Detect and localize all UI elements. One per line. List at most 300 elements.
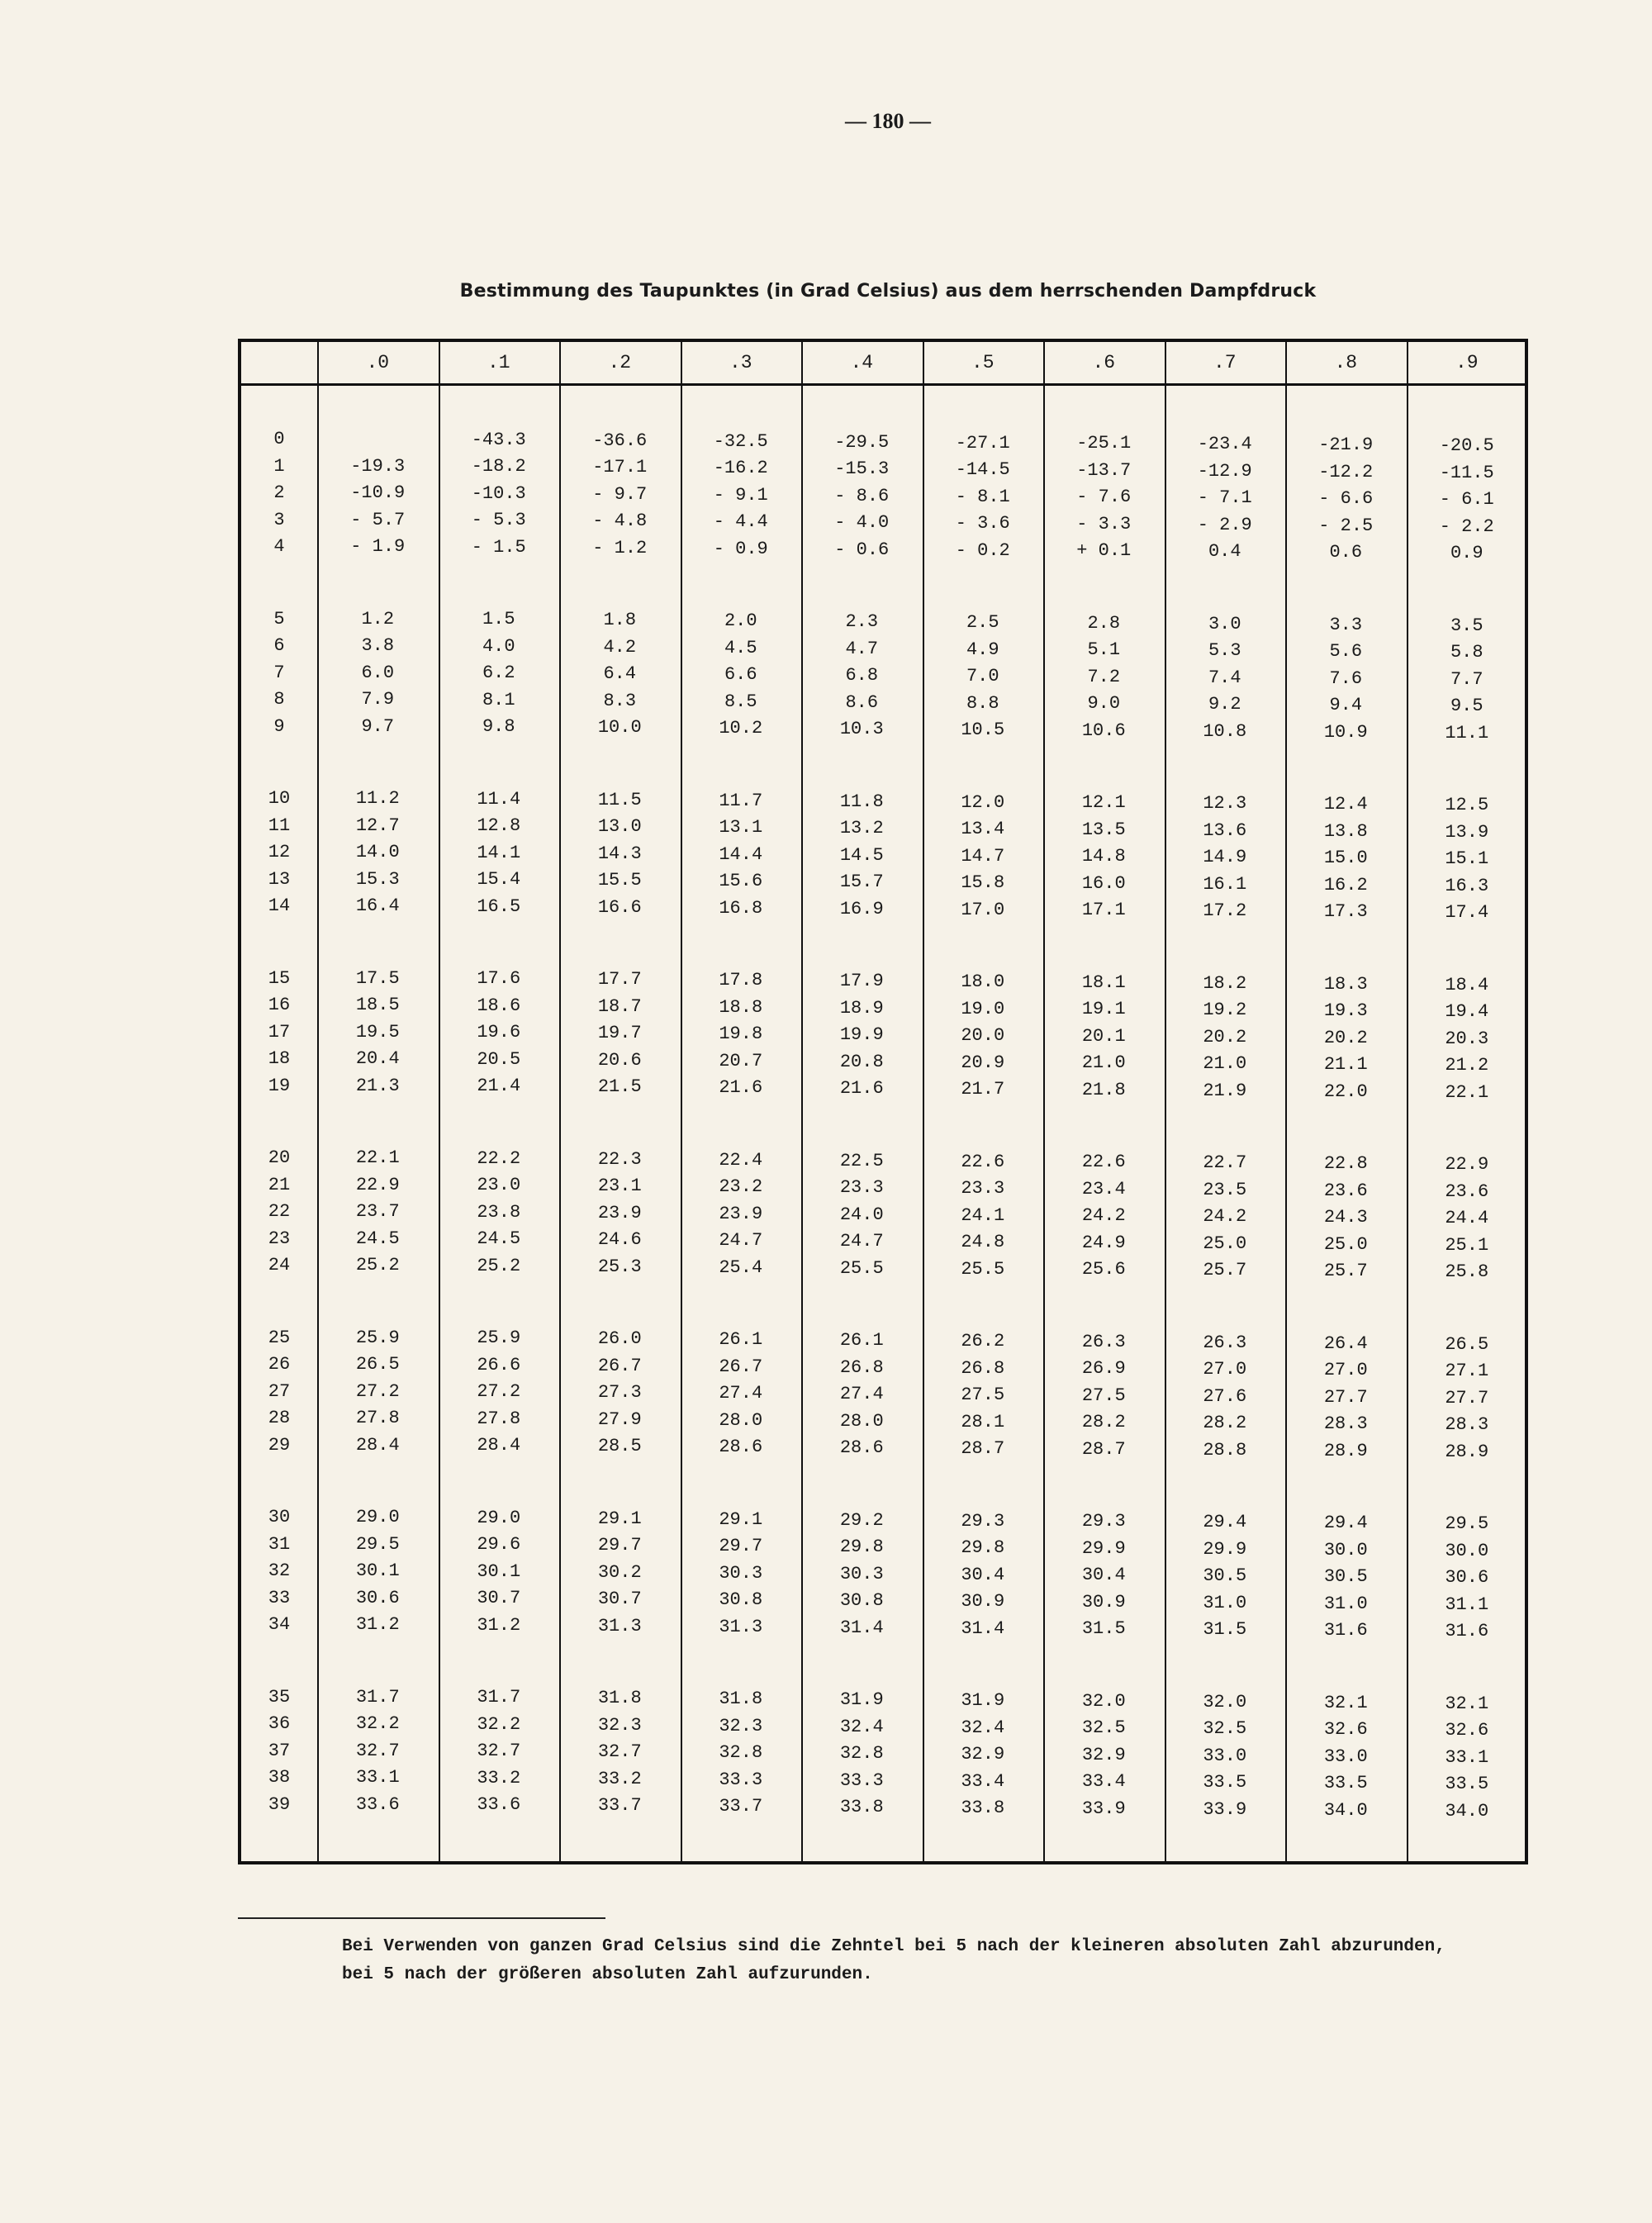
row-label: 22	[268, 1201, 291, 1222]
table-cell: 13.6	[1203, 819, 1247, 841]
table-cell: 7.9	[361, 689, 395, 710]
table-cell: 22.6	[1081, 1152, 1126, 1173]
row-label: 35	[268, 1686, 291, 1708]
row-label: 28	[268, 1408, 291, 1428]
row-label: 39	[268, 1793, 291, 1815]
table-cell: 4.0	[482, 635, 515, 657]
table-cell: -16.2	[713, 458, 768, 479]
table-cell: 7.0	[966, 666, 999, 686]
row-label: 31	[268, 1533, 291, 1555]
table-cell: 3.0	[1208, 613, 1241, 634]
table-cell: 24.9	[1081, 1232, 1126, 1253]
table-cell: 31.6	[1445, 1621, 1489, 1642]
table-cell: 32.6	[1323, 1719, 1368, 1741]
row-label: 3	[273, 509, 285, 530]
table-cell: -36.6	[592, 430, 648, 451]
table-cell: 29.0	[355, 1507, 400, 1527]
table-cell: 29.3	[1081, 1511, 1126, 1532]
table-cell: 14.0	[355, 842, 400, 862]
table-cell: 23.9	[597, 1202, 642, 1223]
table-cell: 5.8	[1450, 642, 1483, 663]
table-cell: -10.3	[471, 482, 526, 504]
table-cell: 24.1	[961, 1204, 1005, 1226]
table-cell: 12.3	[1203, 793, 1247, 815]
table-cell: 21.7	[961, 1079, 1005, 1100]
table-cell: 33.4	[961, 1770, 1005, 1792]
table-cell: 31.8	[719, 1689, 763, 1710]
table-cell: -21.9	[1318, 435, 1374, 456]
row-label: 16	[268, 995, 291, 1015]
table-cell: 27.9	[597, 1408, 642, 1430]
table-cell: 24.8	[961, 1232, 1005, 1252]
table-cell: 28.3	[1323, 1413, 1368, 1435]
row-label: 9	[273, 715, 285, 737]
row-label: 26	[268, 1354, 291, 1375]
table-cell: - 4.4	[713, 511, 768, 533]
table-cell: 29.6	[477, 1534, 521, 1556]
table-cell: 27.0	[1323, 1360, 1368, 1381]
table-cell: - 8.1	[955, 486, 1010, 507]
table-cell: -12.2	[1318, 461, 1374, 482]
table-cell: 27.0	[1203, 1359, 1247, 1380]
table-cell: 28.6	[719, 1437, 763, 1458]
table-cell: 21.4	[477, 1076, 521, 1097]
table-cell: 26.4	[1323, 1332, 1368, 1354]
table-cell: 28.7	[961, 1438, 1005, 1459]
table-cell: 21.0	[1203, 1053, 1247, 1075]
table-cell: 31.5	[1203, 1619, 1247, 1641]
table-cell: 6.4	[603, 663, 637, 685]
table-cell: 22.2	[477, 1147, 521, 1169]
table-cell: 3.5	[1450, 615, 1483, 636]
table-cell: 2.5	[966, 612, 999, 633]
table-cell: 32.7	[355, 1740, 400, 1761]
table-cell: - 1.2	[592, 537, 648, 558]
table-cell: 12.8	[477, 815, 521, 837]
table-cell: 1.8	[603, 610, 637, 631]
table-cell: 33.6	[355, 1793, 400, 1815]
table-cell: 31.7	[477, 1687, 521, 1708]
table-cell: 18.7	[597, 995, 642, 1017]
table-cell: 32.1	[1445, 1693, 1489, 1714]
table-cell: 10.5	[961, 720, 1005, 740]
table-cell: 13.2	[839, 818, 884, 839]
column-header: .1	[487, 352, 510, 373]
row-label: 30	[268, 1507, 291, 1527]
table-cell: 4.2	[603, 636, 637, 658]
table-cell: 28.4	[355, 1434, 400, 1456]
table-cell: 20.9	[961, 1052, 1005, 1073]
table-cell: 29.7	[719, 1536, 763, 1557]
table-cell: 34.0	[1323, 1799, 1368, 1821]
table-cell: 19.7	[597, 1023, 642, 1044]
table-cell: 26.6	[477, 1354, 521, 1375]
table-cell: 33.9	[1081, 1798, 1126, 1819]
table-cell: 20.0	[961, 1025, 1005, 1046]
table-cell: 33.2	[597, 1768, 642, 1789]
table-cell: 29.8	[839, 1537, 884, 1558]
table-cell: 12.1	[1081, 792, 1126, 814]
column-header: .0	[366, 352, 390, 373]
table-cell: 25.5	[839, 1257, 884, 1279]
page-number: — 180 —	[845, 109, 931, 133]
table-cell: 33.1	[1445, 1746, 1489, 1768]
table-cell: 22.5	[839, 1150, 884, 1171]
table-cell: 26.5	[1445, 1333, 1489, 1355]
table-cell: 10.0	[597, 717, 642, 739]
table-cell: 30.3	[719, 1562, 763, 1584]
table-cell: 20.2	[1203, 1026, 1247, 1047]
table-cell: 32.2	[355, 1713, 400, 1734]
table-cell: 26.3	[1203, 1332, 1247, 1353]
table-cell: - 6.6	[1318, 488, 1374, 510]
table-cell: 26.7	[597, 1355, 642, 1376]
table-cell: 18.0	[961, 971, 1005, 992]
table-cell: 22.9	[355, 1174, 400, 1195]
table-cell: 27.1	[1445, 1361, 1489, 1382]
row-label: 24	[268, 1255, 291, 1275]
table-cell: 15.5	[597, 870, 642, 891]
table-cell: 0.4	[1208, 541, 1241, 563]
row-label: 38	[268, 1767, 291, 1788]
footnote-line-1: Bei Verwenden von ganzen Grad Celsius sind die Zehntel bei 5 nach der kleineren absoluten Zahl abzurunden,	[342, 1937, 1446, 1956]
table-cell: 24.0	[839, 1204, 884, 1225]
table-cell: 17.7	[597, 969, 642, 990]
table-cell: 29.9	[1203, 1538, 1247, 1560]
table-cell: 19.0	[961, 998, 1005, 1019]
table-cell: 19.8	[719, 1024, 763, 1045]
table-cell: 13.5	[1081, 819, 1126, 840]
table-cell: 19.1	[1081, 999, 1126, 1020]
table-cell: 11.4	[477, 788, 521, 810]
table-cell: 25.9	[477, 1328, 521, 1349]
table-cell: 27.7	[1445, 1387, 1489, 1408]
row-label: 7	[273, 662, 285, 683]
table-cell: 11.8	[839, 791, 884, 812]
table-cell: 28.1	[961, 1411, 1005, 1432]
table-cell: 27.4	[839, 1384, 884, 1405]
table-cell: 23.7	[355, 1201, 400, 1222]
table-cell: 14.3	[597, 843, 642, 864]
table-cell: 7.2	[1087, 666, 1121, 687]
table-cell: 22.8	[1323, 1153, 1368, 1175]
table-cell: 17.5	[355, 967, 400, 989]
table-cell: -25.1	[1076, 433, 1132, 454]
table-cell: 6.2	[482, 663, 515, 684]
table-cell: - 8.6	[834, 485, 890, 506]
table-cell: - 1.5	[471, 536, 526, 558]
table-cell: 33.5	[1203, 1772, 1247, 1793]
table-cell: 24.6	[597, 1229, 642, 1251]
row-label: 0	[273, 429, 285, 449]
table-cell: 25.2	[477, 1255, 521, 1276]
table-cell: 32.5	[1203, 1718, 1247, 1740]
table-cell: -29.5	[834, 431, 890, 453]
table-cell: 21.5	[597, 1076, 642, 1098]
table-cell: 7.6	[1329, 667, 1363, 689]
table-cell: 29.9	[1081, 1537, 1126, 1559]
table-cell: 22.1	[355, 1147, 400, 1168]
table-cell: 20.6	[597, 1049, 642, 1071]
table-cell: 27.2	[355, 1380, 400, 1402]
table-cell: 24.5	[355, 1228, 400, 1249]
table-cell: 25.2	[355, 1255, 400, 1275]
table-cell: 2.3	[845, 611, 879, 633]
table-cell: 21.6	[839, 1078, 884, 1100]
table-cell: 32.7	[597, 1741, 642, 1763]
table-cell: 32.9	[1081, 1744, 1126, 1765]
table-cell: 28.2	[1081, 1412, 1126, 1433]
table-cell: 16.2	[1323, 874, 1368, 895]
row-label: 33	[268, 1587, 291, 1608]
table-cell: 20.2	[1323, 1027, 1368, 1048]
table-cell: 26.7	[719, 1356, 763, 1377]
table-cell: 20.3	[1445, 1028, 1489, 1049]
table-cell: 17.1	[1081, 900, 1126, 921]
table-cell: 24.4	[1445, 1208, 1489, 1229]
table-cell: - 7.6	[1076, 487, 1132, 508]
row-label: 21	[268, 1174, 291, 1195]
table-cell: 29.2	[839, 1509, 884, 1531]
table-cell: 33.3	[719, 1769, 763, 1790]
table-cell: 22.1	[1445, 1081, 1489, 1103]
column-header: .2	[608, 352, 632, 373]
table-cell: + 0.1	[1076, 540, 1132, 562]
table-cell: 15.6	[719, 871, 763, 892]
table-cell: 10.6	[1081, 720, 1126, 741]
table-cell: 30.2	[597, 1561, 642, 1583]
table-cell: 28.6	[839, 1437, 884, 1459]
table-cell: 21.8	[1081, 1079, 1126, 1100]
table-cell: 17.0	[961, 899, 1005, 920]
table-cell: 28.2	[1203, 1413, 1247, 1434]
table-cell: 18.2	[1203, 972, 1247, 994]
column-header: .5	[971, 352, 995, 373]
table-cell: 25.7	[1323, 1261, 1368, 1282]
table-cell: 28.0	[839, 1410, 884, 1432]
column-header: .9	[1455, 352, 1479, 373]
table-cell: 28.0	[719, 1409, 763, 1431]
table-cell: 30.6	[1445, 1567, 1489, 1589]
table-cell: 31.3	[597, 1615, 642, 1636]
row-label: 13	[268, 868, 291, 890]
table-cell: 27.8	[355, 1408, 400, 1428]
table-cell: 17.8	[719, 970, 763, 991]
table-cell: 30.0	[1445, 1540, 1489, 1561]
table-cell: 26.5	[355, 1354, 400, 1375]
row-label: 19	[268, 1075, 291, 1096]
table-cell: 15.3	[355, 868, 400, 890]
table-cell: -10.9	[350, 482, 406, 503]
row-label: 32	[268, 1560, 291, 1581]
table-cell: 10.3	[839, 719, 884, 740]
table-cell: 33.2	[477, 1767, 521, 1788]
table-cell: 30.0	[1323, 1539, 1368, 1560]
table-cell: 27.5	[1081, 1385, 1126, 1406]
table-cell: 14.7	[961, 845, 1005, 867]
table-cell: - 0.6	[834, 539, 890, 560]
table-cell: 33.1	[355, 1767, 400, 1788]
table-cell: -11.5	[1439, 462, 1494, 483]
table-cell: 9.8	[482, 716, 515, 738]
table-cell: 19.4	[1445, 1001, 1489, 1023]
table-cell: 26.3	[1081, 1331, 1126, 1352]
row-label: 18	[268, 1048, 291, 1069]
table-cell: 2.8	[1087, 612, 1121, 634]
table-cell: 3.3	[1329, 614, 1363, 635]
table-cell: 15.4	[477, 869, 521, 891]
table-cell: -20.5	[1439, 435, 1494, 457]
table-cell: 33.5	[1445, 1774, 1489, 1795]
table-cell: 7.7	[1450, 668, 1483, 690]
table-cell: 30.9	[961, 1591, 1005, 1612]
table-cell: 10.8	[1203, 720, 1247, 742]
table-cell: 24.7	[839, 1231, 884, 1252]
row-label: 1	[273, 455, 285, 477]
table-cell: 31.6	[1323, 1620, 1368, 1641]
table-cell: 30.1	[355, 1560, 400, 1581]
table-cell: 30.1	[477, 1560, 521, 1582]
table-cell: 29.4	[1323, 1513, 1368, 1534]
table-cell: 27.4	[719, 1383, 763, 1404]
table-cell: 33.8	[839, 1797, 884, 1818]
table-cell: 25.1	[1445, 1234, 1489, 1256]
table-cell: 33.4	[1081, 1771, 1126, 1793]
table-cell: 11.2	[355, 788, 400, 809]
table-cell: 29.8	[961, 1537, 1005, 1558]
table-cell: 23.3	[961, 1178, 1005, 1199]
row-label: 15	[268, 967, 291, 989]
table-cell: 31.7	[355, 1686, 400, 1708]
table-cell: 0.9	[1450, 543, 1483, 564]
table-cell: 15.8	[961, 872, 1005, 893]
table-cell: 20.7	[719, 1050, 763, 1071]
table-cell: 6.8	[845, 665, 879, 686]
table-cell: 23.6	[1445, 1180, 1489, 1202]
table-cell: 25.6	[1081, 1259, 1126, 1280]
table-cell: 17.6	[477, 968, 521, 990]
table-cell: 4.5	[724, 637, 757, 658]
table-cell: 13.4	[961, 819, 1005, 839]
table-cell: - 9.7	[592, 483, 648, 505]
table-cell: 31.0	[1323, 1593, 1368, 1614]
table-cell: 21.9	[1203, 1080, 1247, 1101]
table-cell: 30.7	[477, 1588, 521, 1609]
table-cell: 32.1	[1323, 1692, 1368, 1713]
table-cell: 9.7	[361, 715, 395, 737]
table-cell: 33.7	[719, 1796, 763, 1817]
table-cell: 29.7	[597, 1535, 642, 1556]
table-title: Bestimmung des Taupunktes (in Grad Celsius) aus dem herrschenden Dampfdruck	[459, 281, 1317, 302]
table-cell: 15.7	[839, 872, 884, 893]
table-cell: 30.8	[839, 1590, 884, 1612]
table-cell: 26.9	[1081, 1358, 1126, 1380]
table-cell: 13.8	[1323, 820, 1368, 842]
row-label: 14	[268, 895, 291, 916]
table-cell: 16.5	[477, 895, 521, 917]
table-cell: 32.9	[961, 1744, 1005, 1765]
table-cell: 32.3	[719, 1715, 763, 1736]
table-cell: 14.1	[477, 842, 521, 863]
table-cell: 19.2	[1203, 1000, 1247, 1021]
table-cell: 23.2	[719, 1176, 763, 1198]
column-header: .8	[1334, 352, 1358, 373]
table-cell: 11.1	[1445, 722, 1489, 743]
table-cell: 21.1	[1323, 1054, 1368, 1076]
row-label: 25	[268, 1327, 291, 1348]
row-label: 8	[273, 689, 285, 710]
table-cell: -12.9	[1197, 460, 1252, 482]
table-cell: -32.5	[713, 430, 768, 452]
table-cell: 13.1	[719, 817, 763, 838]
table-cell: 30.4	[961, 1564, 1005, 1585]
table-cell: 31.9	[839, 1689, 884, 1711]
table-cell: 23.5	[1203, 1179, 1247, 1200]
table-cell: 19.9	[839, 1024, 884, 1046]
table-cell: - 9.1	[713, 484, 768, 506]
table-cell: 32.4	[961, 1717, 1005, 1738]
table-cell: 24.3	[1323, 1207, 1368, 1228]
table-cell: 27.8	[477, 1408, 521, 1429]
table-cell: 8.1	[482, 689, 515, 710]
table-cell: 20.8	[839, 1051, 884, 1072]
row-label: 11	[268, 815, 291, 836]
table-cell: 9.2	[1208, 694, 1241, 715]
table-cell: 24.2	[1203, 1206, 1247, 1228]
table-cell: 22.7	[1203, 1152, 1247, 1174]
table-cell: 30.3	[839, 1563, 884, 1584]
table-cell: 16.1	[1203, 873, 1247, 895]
table-cell: 18.6	[477, 995, 521, 1016]
table-cell: 6.0	[361, 662, 395, 683]
column-header: .7	[1213, 352, 1237, 373]
table-cell: 23.9	[719, 1203, 763, 1224]
table-cell: 34.0	[1445, 1800, 1489, 1822]
table-cell: 28.8	[1203, 1439, 1247, 1461]
table-cell: 30.5	[1323, 1566, 1368, 1588]
table-cell: 26.8	[839, 1356, 884, 1378]
column-header: .6	[1092, 352, 1116, 373]
table-cell: 17.2	[1203, 900, 1247, 922]
table-cell: 12.4	[1323, 794, 1368, 815]
table-cell: 14.9	[1203, 847, 1247, 868]
table-cell: 32.0	[1081, 1690, 1126, 1712]
table-cell: 26.1	[839, 1330, 884, 1351]
table-cell: 24.7	[719, 1230, 763, 1252]
footnote-rule	[238, 1917, 605, 1919]
table-cell: 1.5	[482, 609, 515, 630]
table-cell: 29.5	[1445, 1513, 1489, 1535]
table-cell: 31.2	[355, 1614, 400, 1635]
table-cell: -15.3	[834, 458, 890, 480]
footnote	[342, 1933, 1515, 1989]
table-cell: 22.9	[1445, 1154, 1489, 1176]
table-cell: 21.2	[1445, 1055, 1489, 1076]
table-cell: - 1.9	[350, 536, 406, 557]
table-cell: 30.6	[355, 1587, 400, 1608]
table-cell: 22.0	[1323, 1081, 1368, 1102]
table-cell: 25.0	[1323, 1233, 1368, 1255]
table-cell: - 5.7	[350, 509, 406, 530]
table-cell: - 5.3	[471, 510, 526, 531]
table-cell: 23.1	[597, 1176, 642, 1197]
table-cell: 32.2	[477, 1713, 521, 1735]
table-cell: 18.5	[355, 995, 400, 1015]
row-label: 5	[273, 608, 285, 629]
table-cell: 27.6	[1203, 1385, 1247, 1407]
table-cell: 25.4	[719, 1256, 763, 1278]
table-cell: 28.3	[1445, 1414, 1489, 1436]
